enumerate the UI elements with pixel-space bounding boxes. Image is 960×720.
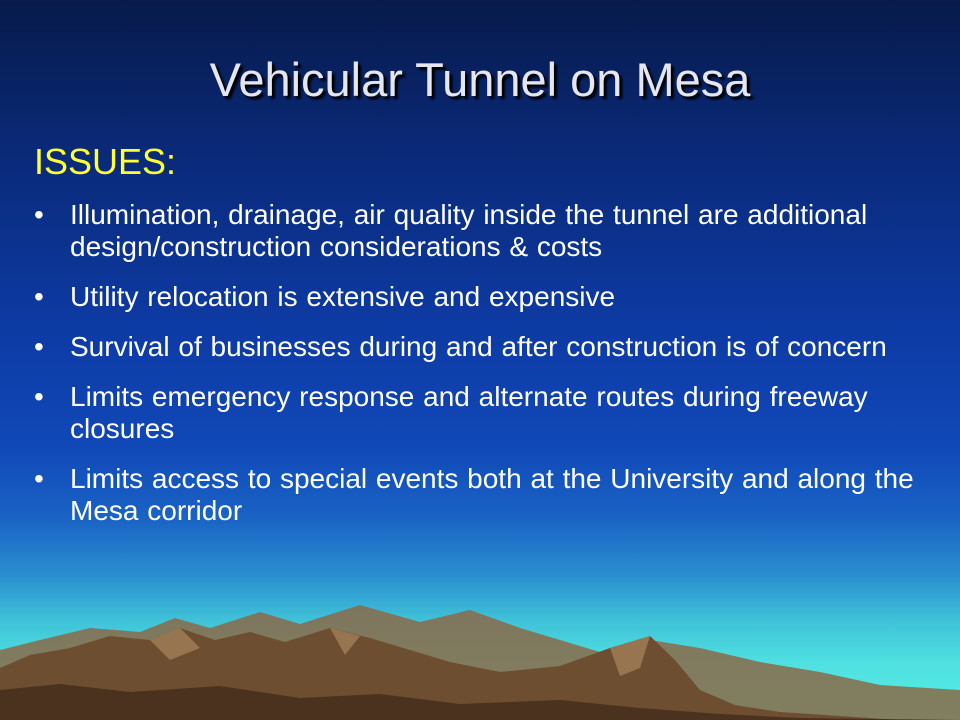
bullet-icon: • (34, 331, 44, 362)
bullet-text: Limits emergency response and alternate routes during freeway closures (70, 381, 868, 444)
bullet-icon: • (34, 199, 44, 230)
bullet-text: Survival of businesses during and after construction is of concern (70, 331, 887, 362)
bullet-icon: • (34, 381, 44, 412)
issues-heading: ISSUES: (34, 141, 177, 182)
bullet-icon: • (34, 281, 44, 312)
issues-bullet-list (34, 199, 939, 545)
bullet-item (34, 199, 939, 263)
bullet-text: Illumination, drainage, air quality inside the tunnel are additional design/construction considerations & costs (70, 199, 868, 262)
bullet-icon: • (34, 463, 44, 494)
slide-title: Vehicular Tunnel on Mesa (209, 53, 751, 106)
bullet-item (34, 381, 939, 445)
bullet-text: Utility relocation is extensive and expensive (70, 281, 616, 312)
bullet-item (34, 281, 939, 313)
bullet-item (34, 463, 939, 527)
bullet-text: Limits access to special events both at the University and along the Mesa corridor (70, 463, 914, 526)
bullet-item (34, 331, 939, 363)
